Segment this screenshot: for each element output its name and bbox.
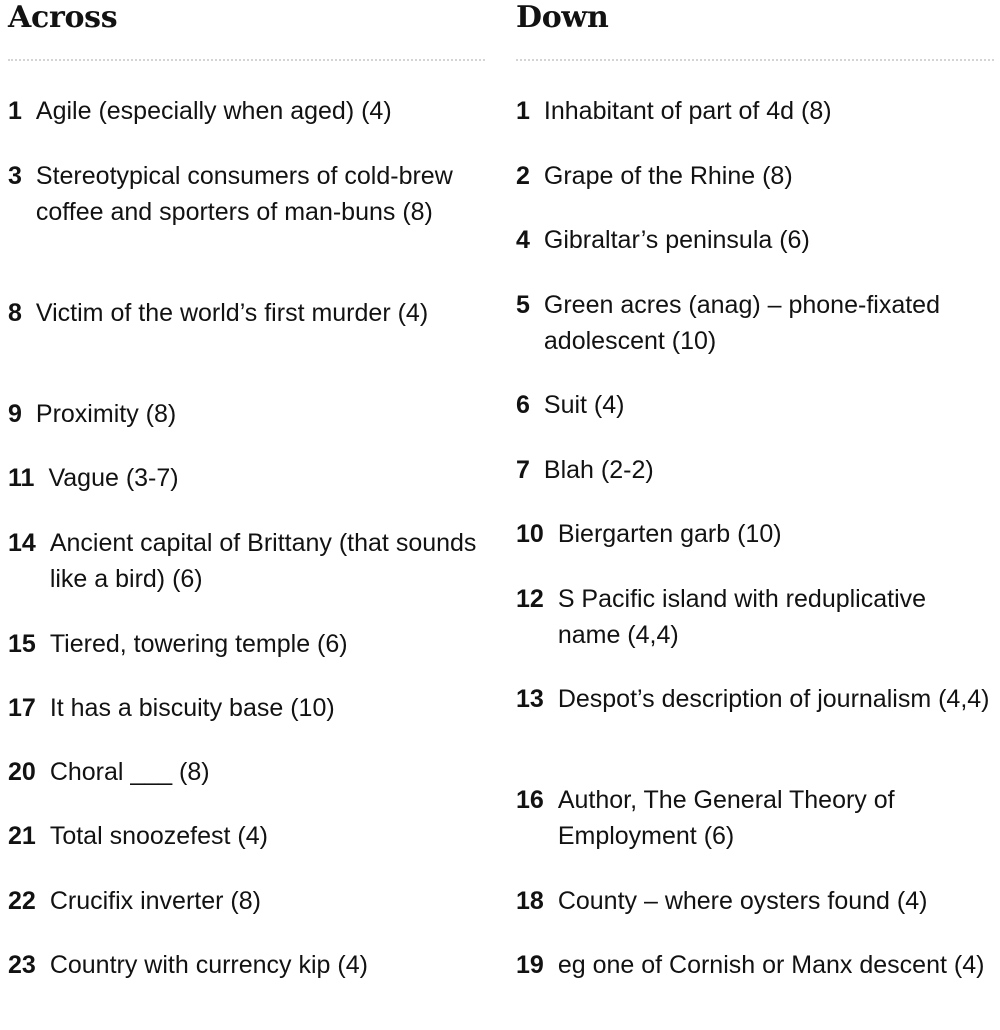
clue-number: 13 <box>516 685 544 713</box>
across-clue[interactable] <box>8 883 485 919</box>
across-clue[interactable] <box>8 626 485 662</box>
clue-text: Stereotypical consumers of cold-brew coffee and sporters of man-buns (8) <box>35 162 453 226</box>
clue-text: Gibraltar’s peninsula (6) <box>543 226 810 254</box>
clue-text: Green acres (anag) – phone-fixated adolescent (10) <box>543 291 940 355</box>
clue-text: Agile (especially when aged) (4) <box>35 97 392 125</box>
clue-number: 15 <box>8 630 36 658</box>
across-heading: Across <box>8 0 118 35</box>
across-clue[interactable] <box>8 460 485 496</box>
clue-text: County – where oysters found (4) <box>557 887 928 915</box>
clue-number: 22 <box>8 887 36 915</box>
clue-number: 7 <box>516 456 530 484</box>
clue-number: 11 <box>8 464 35 492</box>
down-divider <box>516 59 994 61</box>
down-clue[interactable] <box>516 681 994 717</box>
clue-text: It has a biscuity base (10) <box>49 694 335 722</box>
clue-text: Inhabitant of part of 4d (8) <box>543 97 832 125</box>
clue-text: Despot’s description of journalism (4,4) <box>557 685 990 713</box>
clue-text: Suit (4) <box>543 391 625 419</box>
down-clue[interactable] <box>516 947 994 983</box>
clue-text: Blah (2-2) <box>543 456 654 484</box>
clue-text: Country with currency kip (4) <box>49 951 368 979</box>
clue-number: 16 <box>516 786 544 814</box>
clue-text: Tiered, towering temple (6) <box>49 630 348 658</box>
clue-number: 19 <box>516 951 544 979</box>
down-clue[interactable] <box>516 452 994 488</box>
down-clue[interactable] <box>516 387 994 423</box>
across-clue[interactable] <box>8 525 485 597</box>
clue-number: 21 <box>8 822 36 850</box>
clue-text: Crucifix inverter (8) <box>49 887 261 915</box>
clue-number: 8 <box>8 299 22 327</box>
clue-number: 4 <box>516 226 530 254</box>
across-clue[interactable] <box>8 295 485 331</box>
clue-number: 10 <box>516 520 544 548</box>
clue-text: Choral ___ (8) <box>49 758 210 786</box>
across-clue[interactable] <box>8 93 485 129</box>
clue-number: 14 <box>8 529 36 557</box>
clue-number: 6 <box>516 391 530 419</box>
across-clue[interactable] <box>8 818 485 854</box>
down-clue[interactable] <box>516 581 994 653</box>
clue-text: Ancient capital of Brittany (that sounds like a bird) (6) <box>49 529 477 593</box>
down-heading: Down <box>516 0 609 35</box>
across-clue[interactable] <box>8 158 485 230</box>
clue-number: 20 <box>8 758 36 786</box>
clue-number: 5 <box>516 291 530 319</box>
clue-number: 2 <box>516 162 530 190</box>
clue-number: 1 <box>516 97 530 125</box>
clue-text: Biergarten garb (10) <box>557 520 782 548</box>
clue-number: 23 <box>8 951 36 979</box>
clue-text: Proximity (8) <box>35 400 177 428</box>
down-clue[interactable] <box>516 287 994 359</box>
across-clue[interactable] <box>8 947 485 983</box>
clue-number: 9 <box>8 400 22 428</box>
down-clue[interactable] <box>516 516 994 552</box>
across-clue[interactable] <box>8 754 485 790</box>
down-clue[interactable] <box>516 93 994 129</box>
clue-text: Grape of the Rhine (8) <box>543 162 793 190</box>
clue-text: S Pacific island with reduplicative name (4,4) <box>557 585 927 649</box>
clue-text: Vague (3-7) <box>48 464 179 492</box>
across-clue[interactable] <box>8 690 485 726</box>
clue-number: 3 <box>8 162 22 190</box>
clue-number: 17 <box>8 694 36 722</box>
clue-number: 12 <box>516 585 544 613</box>
down-clue[interactable] <box>516 883 994 919</box>
down-column <box>516 0 994 979</box>
across-clue[interactable] <box>8 396 485 432</box>
clue-text: Total snoozefest (4) <box>49 822 268 850</box>
clue-text: Victim of the world’s first murder (4) <box>35 299 429 327</box>
clue-text: Author, The General Theory of Employment (6) <box>557 786 895 850</box>
clue-text: eg one of Cornish or Manx descent (4) <box>557 951 985 979</box>
down-clue[interactable] <box>516 222 994 258</box>
down-clue[interactable] <box>516 158 994 194</box>
across-column <box>8 0 485 979</box>
clue-number: 18 <box>516 887 544 915</box>
across-divider <box>8 59 485 61</box>
down-clue[interactable] <box>516 782 994 854</box>
clue-number: 1 <box>8 97 22 125</box>
